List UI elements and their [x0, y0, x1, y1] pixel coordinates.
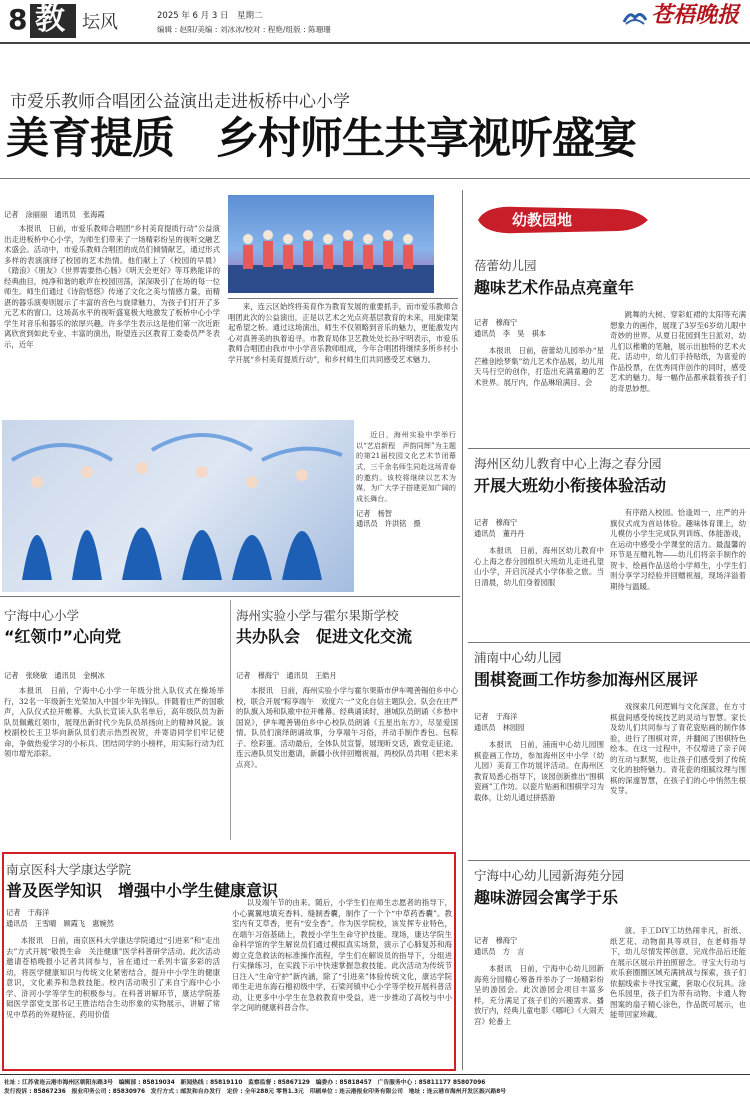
story-haizhou-headline: 共办队会 促进文化交流: [236, 627, 413, 646]
story-ninghai-body: [4, 686, 224, 836]
framed-headline: 普及医学知识 增强中小学生健康意识: [6, 881, 279, 900]
story-xinhaiyuan-col-1-text: 本报讯 日前，宁海中心幼儿园新海苑分园精心筹备并举办了一场精彩纷呈的游园会。此次游园会项目丰富多样，充分满足了孩子们的兴趣需求。播放厅内，经典儿童电影《哪吒》《大闹天宫》轮番上: [474, 964, 604, 1026]
story-shanghai-byline-2: 通讯员 董丹丹: [474, 529, 525, 538]
footer-line-2: 发行投诉 : 85867236 报业印务公司 : 85830976 发行方式 : 邮发和自办发行 定价 : 全年288元 零售1.3元 印刷单位 : 连云港报业印务有限公司 地址 : 连云港市海州开发区振兴路8号: [4, 1089, 507, 1095]
story-xinhaiyuan-byline-1: 记者 穆海宁: [474, 936, 518, 945]
story-punan-byline-1: 记者 于海洋: [474, 712, 518, 721]
photo-caption-text: 近日，海州实验中学举行以“艺启新程 声韵同辉”为主题的第21届校园文化艺术节闭幕式，三千余名师生同赴这场青春的邀约。该校将继续以艺术为媒，为广大学子搭建更加广阔的成长舞台。: [356, 430, 456, 503]
story-beilei-headline: 趣味艺术作品点亮童年: [474, 278, 635, 297]
editor-credits: 编辑 : 赵阳/美编 : 刘冰冰/校对 : 程艳/组版 : 陈珊珊: [157, 25, 331, 34]
lead-kicker: 市爱乐教师合唱团公益演出走进板桥中心小学: [10, 92, 350, 112]
framed-col-1-text: 本报讯 日前，南京医科大学康达学院通过“引进来”和“走出去”方式开展“敬畏生命 关注健康”医学科普研学活动。此次活动邀请苍梧晚报小记者共同参与，旨在通过一系列丰富多彩的活动，将医学健康知识与传统文化紧密结合，提升中小学生的健康意识，文化素养和急救技能。校内活动吸引了来自宁海中心小学、浒河小学等学生的积极参与。在科普讲解环节，康达学院基础医学部党支部书记王胜洁结合生动形象的实物展示，讲解了常见中草药的外观特征、药用价值: [6, 936, 220, 1019]
story-punan-headline: 围棋瓷画工作坊参加海州区展评: [474, 670, 699, 689]
masthead-rule: [0, 42, 750, 44]
framed-col-2: [232, 898, 452, 1070]
story-beilei-col-2-text: 跳舞的大树、穿彩虹裙的太阳等充满想象力的画作，展现了3岁至6岁幼儿眼中奇妙的世界。从夏日花园到生日派对，幼儿们以稚嫩的笔触，展示出独特的艺术火花。活动中，幼儿们手持贴纸，为喜爱的作品投票，在优秀同伴创作的同时，感受艺术的魅力。每一幅作品都承载着孩子们的奇思妙想。: [610, 310, 746, 393]
section-title-big: 教: [35, 2, 65, 37]
story-beilei-byline-1: 记者 穆海宁: [474, 318, 518, 327]
left-mid-rule: [0, 596, 460, 597]
framed-byline-1: 记者 于海洋: [6, 908, 50, 917]
lead-byline: 记者 涂丽丽 通讯员 张海霞: [4, 210, 105, 219]
left-mid-divider: [230, 600, 231, 840]
story-haizhou-body: [236, 686, 458, 836]
photo-credit-1: 记者 杨智: [356, 509, 392, 519]
festival-photo: [2, 420, 354, 592]
photo-caption: [356, 430, 456, 529]
framed-col-1: [6, 936, 220, 1070]
story-ninghai-text: 本报讯 日前，宁海中心小学一年级分批入队仪式在操场举行，32名一年级新生光荣加入中国少年先锋队。伴随着庄严的国歌声，入队仪式拉开帷幕。大队长宣读入队名单后，高年级队员为新队员佩戴红领巾，展现出新时代少先队员昂扬向上的精神风貌。该校副校长王卫华向新队员们表示热烈祝贺，并寄语同学们牢记使命，争做热爱学习的小标兵、团结同学的小榜样，用实际行动为红领巾增光添彩。: [4, 686, 224, 759]
right-rule-3: [468, 860, 750, 861]
story-shanghai-byline-1: 记者 穆海宁: [474, 518, 518, 527]
lead-headline: 美育提质 乡村师生共享视听盛宴: [6, 114, 636, 164]
lead-photo-top: [228, 195, 434, 293]
story-ninghai-kicker: 宁海中心小学: [4, 608, 80, 623]
story-punan-byline-2: 通讯员 林园园: [474, 723, 525, 732]
story-punan-kicker: 浦南中心幼儿园: [474, 650, 562, 665]
photo-credit-2: 通讯员 许洪铭 摄: [356, 519, 421, 529]
framed-story-box: [2, 852, 456, 1071]
story-shanghai-col-1: [474, 546, 604, 628]
story-beilei-col-1-text: 本报讯 日前，蓓蕾幼儿园举办“星芒稚创绘梦集”幼儿艺术作品展，幼儿用天马行空的创作，打造出充满童趣的艺术世界。展厅内，作品琳琅满目、会: [474, 346, 604, 387]
lead-rule: [0, 178, 750, 179]
story-beilei-byline-2: 通讯员 李 昊 祺本: [474, 329, 546, 338]
section-title-small: 坛风: [82, 12, 118, 33]
story-shanghai-col-2: [610, 508, 746, 632]
framed-byline-2: 通讯员 王雪晴 顾霞飞 惠婉然: [6, 919, 114, 928]
story-shanghai-kicker: 海州区幼儿教育中心上海之春分园: [474, 456, 662, 471]
story-xinhaiyuan-byline-2: 通讯员 方 言: [474, 947, 525, 956]
story-xinhaiyuan-headline: 趣味游园会寓学于乐: [474, 888, 619, 907]
right-rule-2: [468, 642, 750, 643]
masthead: [0, 0, 750, 46]
logo-mark-icon: [622, 8, 648, 26]
story-shanghai-col-1-text: 本报讯 日前，海州区幼儿教育中心上海之春分园组织大班幼儿走进孔望山小学，开启沉浸式小学体验之旅。当日清晨，幼儿们身着园服: [474, 546, 604, 587]
story-beilei-kicker: 蓓蕾幼儿园: [474, 258, 537, 273]
framed-kicker: 南京医科大学康达学院: [6, 862, 132, 877]
section-banner: [478, 205, 746, 235]
story-punan-col-1: [474, 740, 604, 848]
issue-date: 2025 年 6 月 3 日 星期二: [157, 11, 263, 21]
story-haizhou-text: 本报讯 日前，海州实验小学与霍尔果斯市伊车嘎善锡伯乡中心校，联合开展“粽享端午 欢度六一”文化自信主题队会。队会在庄严的队旗入场和队歌中拉开帷幕。经典诵读时，港城队员朗诵《乡愁中国说》，伊车嘎善锡伯乡中心校队员朗诵《五星出东方》，尽显爱国情。队员们演绎朗诵故事，分享端午习俗，并动手制作香包、包粽子、绘彩蛋。活动最后，全体队员宣誓，展现昕交话，跋党走征途。连云港队员发出邀请，新疆小伙伴回赠祝福，两校队员共唱《把未来点亮》。: [236, 686, 458, 769]
story-xinhaiyuan-col-2: [610, 926, 746, 1070]
story-ninghai-byline: 记者 张晓敏 通讯员 金桐冰: [4, 671, 105, 680]
story-xinhaiyuan-col-1: [474, 964, 604, 1070]
story-haizhou-kicker: 海州实验小学与霍尔果斯学校: [236, 608, 399, 623]
story-punan-col-2-text: 戏探索几何逻辑与文化深意，在方寸棋盘间感受传统技艺的灵动与智慧。家长及幼儿们共同参与了青花瓷贴画的制作体验，进行了围棋对弈，并翻阅了围棋特色绘本。在这一过程中，不仅增进了亲子间的互动与默契，也让孩子们感受到了传统文化的独特魅力。青花瓷的细腻纹理与围棋的深邃智慧，在孩子们的心中悄然生根发芽。: [610, 702, 746, 796]
story-beilei-col-2: [610, 310, 746, 440]
story-xinhaiyuan-col-2-text: 演。手工DIY工坊热闹非凡，折纸、纸艺花、动物面具等项目，在老师指导下，幼儿尽情发挥创意，完成作品后还能在展示区展示并拍照留念。寻宝大行动与欢乐套圈圈区域充满挑战与探索，孩子们依据线索卡寻找宝藏，套取心仪玩具。涂色乐园里，孩子们为带有动物、卡通人物图案的扇子精心涂色，作品既可展示，也能带回家珍藏。: [610, 926, 746, 1020]
lead-col2-rule: [228, 298, 458, 299]
lead-col-2-text: 来，连云区始终将美育作为教育发展的重要抓手，而市爱乐教师合唱团此次的公益演出，正是以艺术之光点亮基层教育的未来，用旋律架起希望之桥。通过这场演出，师生不仅领略到音乐的魅力，更能激发内心对真善美的执着追寻。市教育局体卫艺教处处长孙宇明表示，市爱乐教师合唱团由我市中小学音乐教师组成，今年合唱团将继续多所乡村小学开展“乡村美育提质行动”，和乡村师生们共同感受艺术魅力。: [228, 302, 458, 364]
framed-col-2-text: 以及端午节的由来。随后，小学生们在师生志愿者的指导下，小心翼翼地填充香料、缝制香囊，制作了一个个“中草药香囊”。教室内有艾草香，更有“安全香”。作为医学院校，该发挥专业特色，在端午习俗基础上，教授小学生生命守护技能。现场，康达学院生命科学馆的学生解说员们通过模拟真实场景，演示了心肺复苏和海姆立克急救法的标准操作流程，学生们在解说员的指导下，分组进行实操练习，在实践下示中快速掌握急救技能。此次活动为传统节日注入“生命守护”新内涵，除了“引进来”体验传统文化，康达学院师生走进东海石榴初级中学，石梁河镇中心小学等学校开展科普活动，让更多中小学生在急救教育中受益，进一步推动了高校与中小学之间的健康科普合作。: [232, 898, 452, 1013]
story-haizhou-byline: 记者 穆海宁 通讯员 王皓月: [236, 671, 337, 680]
story-punan-col-2: [610, 702, 746, 848]
lead-col-1-text: 本报讯 日前，市爱乐教师合唱团“乡村美育提质行动”公益演出走进板桥中心小学，为师生们带来了一场精彩纷呈的视听交融艺术盛会。活动中，市爱乐教师合唱团的成员们倾情献艺，通过形式多样的表演演绎了校园的艺术热情。他们献上了《校园的早晨》《踏浪》《朋友》《世界需要热心肠》《明天会更好》等耳熟能详的经典曲目，纯净和谐的歌声在校园回荡，深深吸引了在场的每一位师生。师生们通过《诗韵悠悠》传递了文化之美与情感力量，而精湛的器乐演奏则展示了丰富的音色与旋律魅力，为孩子们打开了多元艺术的窗口。这场高水平的视听盛宴极大地激发了板桥中心小学学生对音乐和器乐的浓厚兴趣。许多学生表示这是他们第一次近距离欣赏到如此专业、丰富的演出，盼望连云区教育工委委员严冬表示，近年: [4, 224, 220, 349]
story-shanghai-col-2-text: 有序踏入校园。恰逢周一，庄严的升旗仪式成为首站体验。趣味体育课上，幼儿模仿小学生完成队列训练、体能游戏，在运动中感受小学课堂的活力。最温馨的环节是互赠礼物——幼儿们将亲手制作的贺卡、绘画作品送给小学师生，小学生们则分享学习经验并回赠祝福，现场洋溢着期待与温暖。: [610, 508, 746, 591]
logo-text: 苍梧晚报: [651, 2, 740, 28]
lead-col-2: [228, 302, 458, 414]
page-number: 8: [8, 3, 28, 36]
footer-line-1: 社址 : 江苏省连云港市海州区朝阳东路3号 编辑部 : 85819034 新闻热线 : 85819110 监察监督 : 85867129 编委办 : 85818457 广告服务中心 : 85811177 85807096: [4, 1080, 486, 1086]
story-punan-col-1-text: 本报讯 日前，浦南中心幼儿园围棋瓷画工作坊，参加海州区中小学（幼儿园）美育工作坊展评活动。在海州区教育局悉心指导下，该园创新推出“围棋瓷画”工作坊。以瓷片贴画和围棋学习为载体，让幼儿通过拼搭游: [474, 740, 604, 802]
right-rule-1: [468, 448, 750, 449]
story-ninghai-headline: “红领巾”心向党: [4, 627, 122, 646]
section-banner-text: 幼教园地: [512, 211, 573, 229]
footer-rule: [0, 1074, 750, 1075]
lead-col-1: [4, 224, 220, 402]
right-column-divider: [462, 190, 463, 1070]
story-shanghai-headline: 开展大班幼小衔接体验活动: [474, 476, 667, 495]
story-beilei-col-1: [474, 346, 604, 438]
story-xinhaiyuan-kicker: 宁海中心幼儿园新海苑分园: [474, 868, 625, 883]
